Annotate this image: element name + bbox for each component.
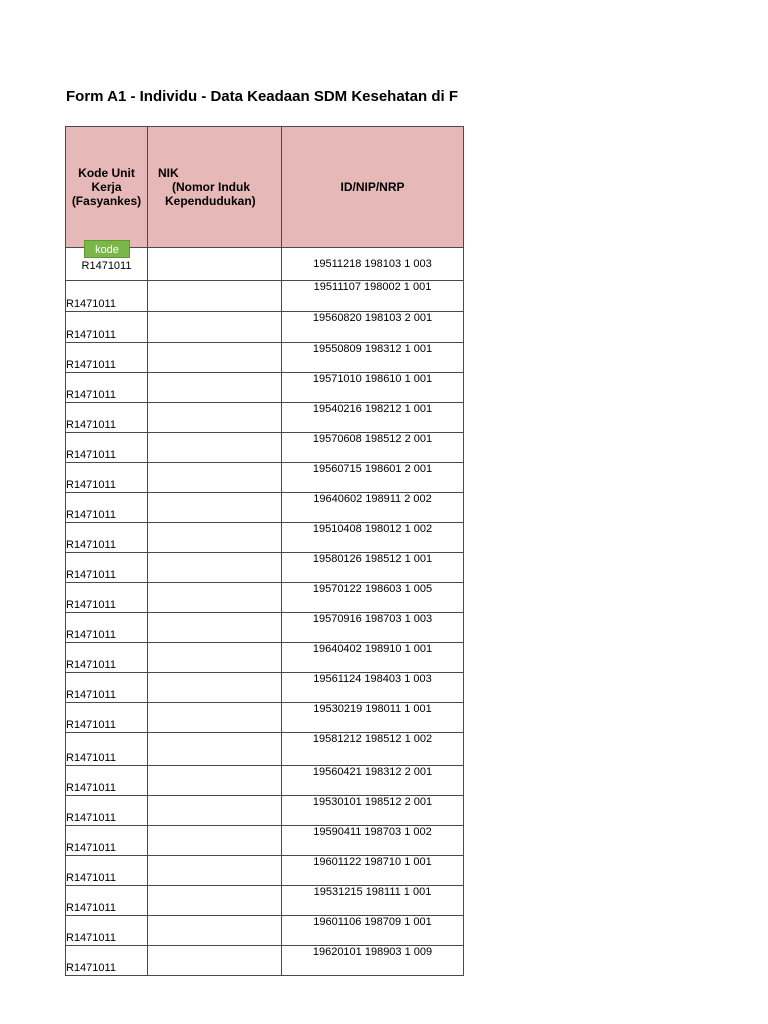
cell-kode[interactable]: R1471011 xyxy=(66,643,148,673)
cell-nip[interactable]: 19570608 198512 2 001 xyxy=(282,433,464,463)
table-row xyxy=(66,826,464,856)
cell-nik[interactable] xyxy=(148,826,282,856)
cell-nip[interactable]: 19510408 198012 1 002 xyxy=(282,523,464,553)
table-row xyxy=(66,946,464,976)
cell-nik[interactable] xyxy=(148,403,282,433)
table-row xyxy=(66,312,464,343)
cell-kode[interactable]: R1471011 xyxy=(66,673,148,703)
cell-nik[interactable] xyxy=(148,733,282,766)
cell-nik[interactable] xyxy=(148,523,282,553)
table-row xyxy=(66,281,464,312)
cell-kode[interactable]: R1471011 xyxy=(66,523,148,553)
cell-kode[interactable]: R1471011 xyxy=(66,493,148,523)
cell-nik[interactable] xyxy=(148,613,282,643)
table-row xyxy=(66,733,464,766)
cell-nip[interactable]: 19620101 198903 1 009 xyxy=(282,946,464,976)
cell-kode[interactable]: R1471011 xyxy=(66,886,148,916)
cell-nip[interactable]: 19580126 198512 1 001 xyxy=(282,553,464,583)
cell-nip[interactable]: 19560820 198103 2 001 xyxy=(282,312,464,343)
cell-nip[interactable]: 19531215 198111 1 001 xyxy=(282,886,464,916)
table-row xyxy=(66,493,464,523)
kode-tag[interactable]: kode xyxy=(84,240,130,258)
table-row xyxy=(66,463,464,493)
cell-nip[interactable]: 19581212 198512 1 002 xyxy=(282,733,464,766)
table-row xyxy=(66,703,464,733)
cell-nip[interactable]: 19550809 198312 1 001 xyxy=(282,343,464,373)
cell-nip[interactable]: 19540216 198212 1 001 xyxy=(282,403,464,433)
cell-nik[interactable] xyxy=(148,856,282,886)
header-kode-line-2: Kerja xyxy=(91,180,122,194)
table-row xyxy=(66,796,464,826)
cell-nik[interactable] xyxy=(148,673,282,703)
cell-nik[interactable] xyxy=(148,343,282,373)
cell-kode[interactable]: R1471011 xyxy=(66,373,148,403)
header-kode-line-3: (Fasyankes) xyxy=(71,194,142,208)
cell-kode[interactable]: R1471011 xyxy=(66,826,148,856)
cell-nik[interactable] xyxy=(148,493,282,523)
cell-kode[interactable]: R1471011 xyxy=(66,403,148,433)
cell-nik[interactable] xyxy=(148,463,282,493)
header-kode-unit-kerja[interactable] xyxy=(66,127,148,248)
sdm-table xyxy=(65,126,464,976)
cell-nip[interactable]: 19511107 198002 1 001 xyxy=(282,281,464,312)
cell-nip[interactable]: 19640602 198911 2 002 xyxy=(282,493,464,523)
cell-kode[interactable]: R1471011 xyxy=(66,796,148,826)
cell-nip[interactable]: 19571010 198610 1 001 xyxy=(282,373,464,403)
cell-nip[interactable]: 19640402 198910 1 001 xyxy=(282,643,464,673)
cell-nip[interactable]: 19590411 198703 1 002 xyxy=(282,826,464,856)
table-row xyxy=(66,523,464,553)
cell-kode[interactable]: R1471011 xyxy=(66,613,148,643)
cell-kode[interactable]: R1471011 xyxy=(66,703,148,733)
cell-nik[interactable] xyxy=(148,583,282,613)
cell-kode[interactable]: R1471011 xyxy=(66,733,148,766)
table-row xyxy=(66,248,464,281)
cell-nik[interactable] xyxy=(148,373,282,403)
table-row xyxy=(66,886,464,916)
cell-nip[interactable]: 19601122 198710 1 001 xyxy=(282,856,464,886)
table-row xyxy=(66,916,464,946)
cell-kode[interactable]: R1471011 xyxy=(66,281,148,312)
table-row xyxy=(66,643,464,673)
cell-nip[interactable]: 19530101 198512 2 001 xyxy=(282,796,464,826)
cell-kode[interactable]: R1471011 xyxy=(66,583,148,613)
cell-nik[interactable] xyxy=(148,281,282,312)
cell-kode[interactable]: R1471011 xyxy=(66,463,148,493)
table-row xyxy=(66,433,464,463)
cell-nip[interactable]: 19601106 198709 1 001 xyxy=(282,916,464,946)
table-row xyxy=(66,583,464,613)
cell-nik[interactable] xyxy=(148,766,282,796)
cell-kode[interactable]: R1471011 xyxy=(66,916,148,946)
cell-nip[interactable]: 19530219 198011 1 001 xyxy=(282,703,464,733)
cell-nip[interactable]: 19560421 198312 2 001 xyxy=(282,766,464,796)
cell-nik[interactable] xyxy=(148,886,282,916)
cell-nik[interactable] xyxy=(148,643,282,673)
cell-kode[interactable]: R1471011 xyxy=(66,856,148,886)
cell-kode[interactable]: R1471011 xyxy=(66,553,148,583)
page-title: Form A1 - Individu - Data Keadaan SDM Kesehatan di F xyxy=(66,88,459,105)
cell-kode[interactable]: R1471011 xyxy=(66,946,148,976)
cell-kode[interactable]: R1471011 xyxy=(66,343,148,373)
header-nik-line-2: (Nomor Induk xyxy=(172,180,250,194)
cell-nip[interactable]: 19560715 198601 2 001 xyxy=(282,463,464,493)
table-row xyxy=(66,553,464,583)
cell-kode[interactable]: R1471011 xyxy=(66,312,148,343)
table-row xyxy=(66,613,464,643)
cell-nik[interactable] xyxy=(148,946,282,976)
cell-nip[interactable]: 19511218 198103 1 003 xyxy=(282,248,464,281)
cell-nik[interactable] xyxy=(148,916,282,946)
cell-kode[interactable]: R1471011 xyxy=(66,766,148,796)
cell-nik[interactable] xyxy=(148,796,282,826)
cell-nip[interactable]: 19570122 198603 1 005 xyxy=(282,583,464,613)
header-kode-line-1: Kode Unit xyxy=(78,166,135,180)
table-header-row xyxy=(66,127,464,248)
header-nik[interactable] xyxy=(148,127,282,248)
table-row xyxy=(66,403,464,433)
header-nik-line-3: Kependudukan) xyxy=(165,194,256,208)
cell-nip[interactable]: 19561124 198403 1 003 xyxy=(282,673,464,703)
cell-nik[interactable] xyxy=(148,433,282,463)
cell-kode-value: R1471011 xyxy=(81,259,132,272)
cell-nik[interactable] xyxy=(148,703,282,733)
table-row xyxy=(66,343,464,373)
table-row xyxy=(66,373,464,403)
table-body xyxy=(66,244,464,976)
table-row xyxy=(66,673,464,703)
cell-nik[interactable] xyxy=(148,553,282,583)
cell-nip[interactable]: 19570916 198703 1 003 xyxy=(282,613,464,643)
cell-nik[interactable] xyxy=(148,312,282,343)
cell-nik[interactable] xyxy=(148,248,282,281)
table-row xyxy=(66,766,464,796)
header-nik-line-1: NIK xyxy=(158,166,179,180)
cell-kode[interactable]: R1471011 xyxy=(66,433,148,463)
header-id-nip-nrp[interactable]: ID/NIP/NRP xyxy=(282,127,464,248)
table-row xyxy=(66,856,464,886)
cell-kode[interactable] xyxy=(66,244,148,281)
